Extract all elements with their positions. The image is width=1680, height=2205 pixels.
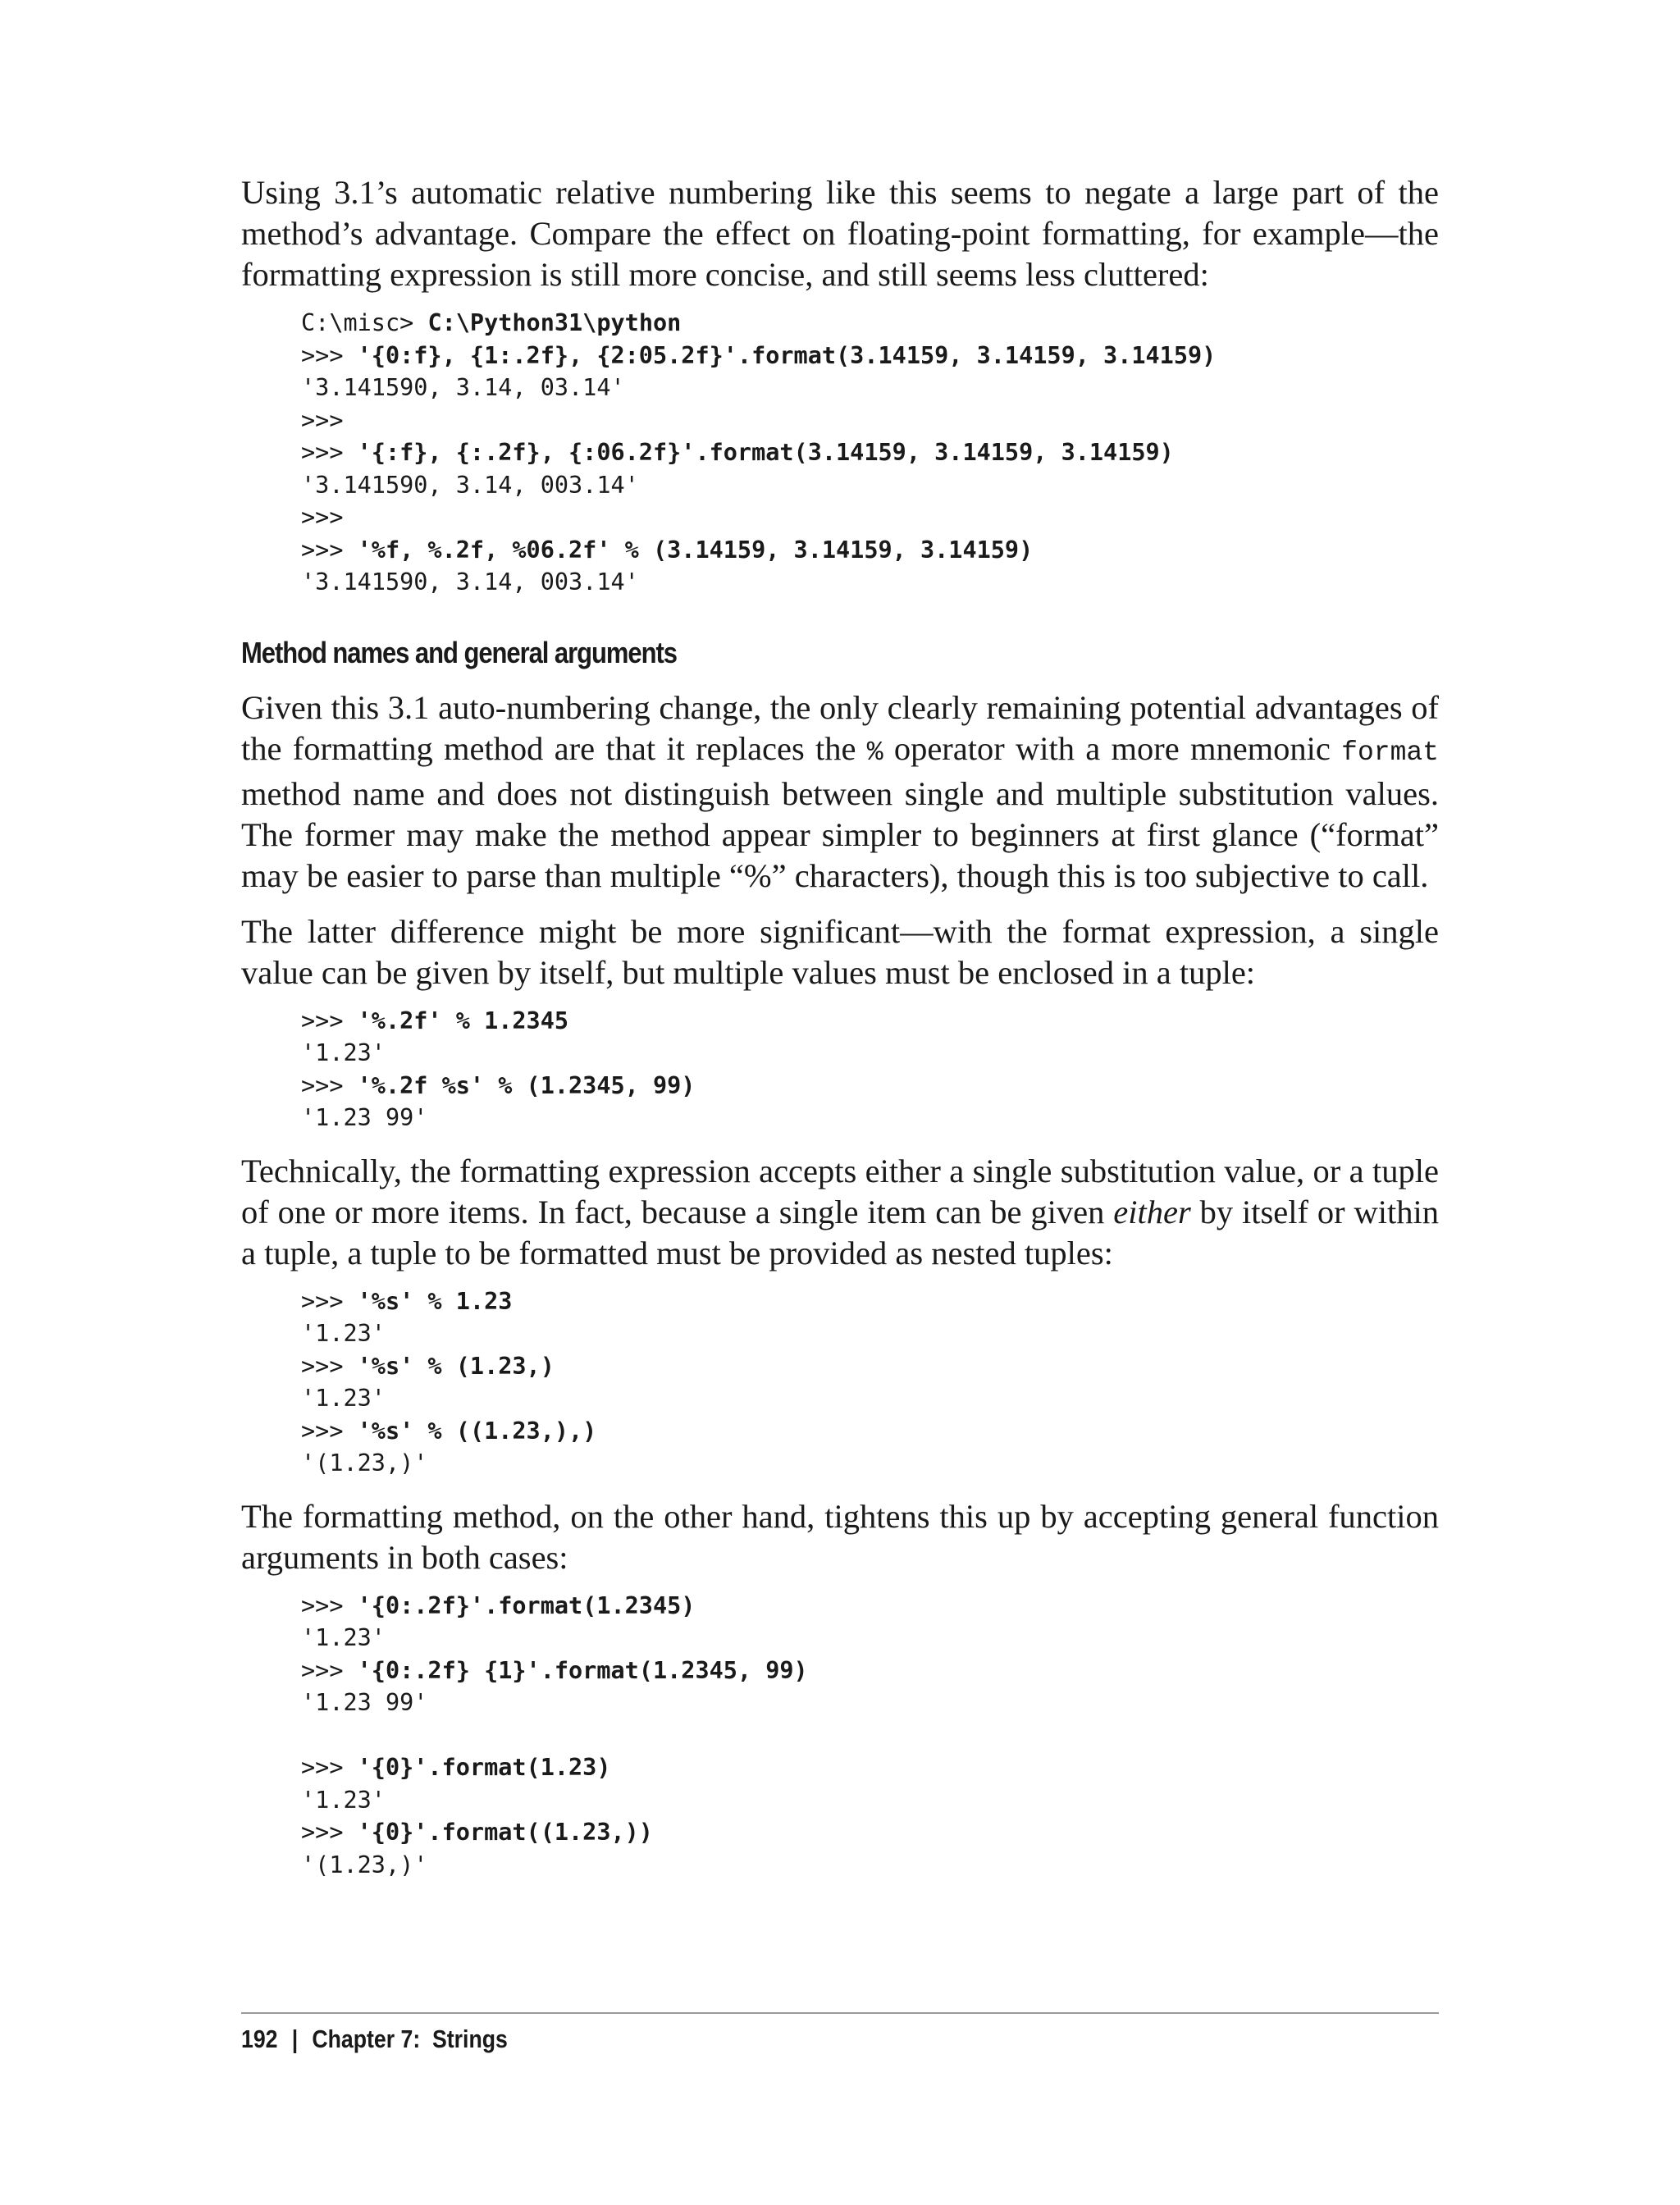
code-line <box>301 1816 1439 1849</box>
code-line <box>301 1687 1439 1719</box>
code-input: '%s' % 1.23 <box>357 1287 513 1315</box>
page-footer <box>241 2025 508 2054</box>
code-input: '{0}'.format(1.23) <box>357 1754 611 1781</box>
code-line <box>301 566 1439 599</box>
code-output: '(1.23,)' <box>301 1449 428 1477</box>
page-number: 192 <box>241 2025 278 2053</box>
code-line <box>301 1102 1439 1134</box>
code-line <box>301 1447 1439 1480</box>
code-line <box>301 1849 1439 1882</box>
chapter-title: Chapter 7: Strings <box>312 2025 508 2053</box>
code-line <box>301 1285 1439 1318</box>
code-line <box>301 534 1439 567</box>
code-prompt: >>> <box>301 504 344 531</box>
code-block-format-method-args <box>241 1590 1439 1882</box>
code-line <box>301 1350 1439 1383</box>
code-block-single-vs-tuple <box>241 1005 1439 1134</box>
code-prompt: >>> <box>301 1007 358 1034</box>
code-output: '(1.23,)' <box>301 1851 428 1879</box>
code-input: C:\Python31\python <box>427 309 682 336</box>
paragraph-formatting-method: The formatting method, on the other hand, tightens this up by accepting general function arguments in both cases: <box>241 1497 1439 1576</box>
code-output: '1.23' <box>301 1039 386 1066</box>
code-prompt: >>> <box>301 1071 358 1099</box>
code-prompt: >>> <box>301 536 358 564</box>
code-input: '{0:f}, {1:.2f}, {2:05.2f}'.format(3.14159, 3.14159, 3.14159) <box>357 341 1217 369</box>
code-line <box>301 1784 1439 1817</box>
code-input: '{0:.2f} {1}'.format(1.2345, 99) <box>357 1656 808 1684</box>
code-line <box>301 404 1439 437</box>
code-input: '%.2f %s' % (1.2345, 99) <box>357 1071 696 1099</box>
code-output: '1.23 99' <box>301 1689 428 1716</box>
code-output: '3.141590, 3.14, 03.14' <box>301 374 625 401</box>
paragraph-technically: Technically, the formatting expression accepts either a single substitution value, or a tuple of one or more items. In fact, because a single item can be given either by itself or within a tuple, a tuple to be formatted must be provided as nested tuples: <box>241 1152 1439 1271</box>
code-line <box>301 1590 1439 1623</box>
paragraph-method-names: Given this 3.1 auto-numbering change, the only clearly remaining potential advantages of the formatting method are that it replaces the % operator with a more mnemonic format method name and does not distinguish between single and multiple substitution values. The former may make the method appear simpler to beginners at first glance (“format” may be easier to parse than multiple “%” characters), though this is too subjective to call. <box>241 688 1439 894</box>
code-line <box>301 1070 1439 1102</box>
footer-divider <box>241 2012 1439 2014</box>
code-prompt: C:\misc> <box>301 309 428 336</box>
code-prompt: >>> <box>301 1819 358 1846</box>
code-line <box>301 1317 1439 1350</box>
code-line <box>301 307 1439 340</box>
code-line <box>301 1751 1439 1784</box>
code-input: '%s' % ((1.23,),) <box>357 1417 597 1445</box>
code-prompt: >>> <box>301 1287 358 1315</box>
code-line <box>301 501 1439 534</box>
code-input: '%s' % (1.23,) <box>357 1352 555 1380</box>
inline-code-percent: % <box>866 737 883 768</box>
code-prompt: >>> <box>301 439 358 466</box>
code-input: '%f, %.2f, %06.2f' % (3.14159, 3.14159, 3.14159) <box>357 536 1034 564</box>
code-line <box>301 469 1439 502</box>
code-output: '3.141590, 3.14, 003.14' <box>301 471 639 499</box>
code-prompt: >>> <box>301 341 358 369</box>
emphasis-either: either <box>1113 1193 1191 1230</box>
code-prompt: >>> <box>301 1417 358 1445</box>
code-prompt: >>> <box>301 1591 358 1619</box>
code-line <box>301 436 1439 469</box>
code-prompt: >>> <box>301 1352 358 1380</box>
code-block-nested-tuples <box>241 1285 1439 1480</box>
code-input: '%.2f' % 1.2345 <box>357 1007 569 1034</box>
code-line <box>301 1719 1439 1752</box>
code-output: '1.23' <box>301 1786 386 1814</box>
section-heading: Method names and general arguments <box>241 635 677 669</box>
code-block-float-formatting <box>241 307 1439 599</box>
code-output: '1.23' <box>301 1624 386 1651</box>
code-output: '1.23' <box>301 1385 386 1412</box>
code-line <box>301 1415 1439 1448</box>
code-input: '{0}'.format((1.23,)) <box>357 1819 653 1846</box>
code-line <box>301 1382 1439 1415</box>
code-line <box>301 340 1439 372</box>
code-line <box>301 1655 1439 1687</box>
code-output: '1.23' <box>301 1320 386 1347</box>
code-line <box>301 1037 1439 1070</box>
code-line <box>301 1005 1439 1038</box>
code-line <box>301 372 1439 404</box>
page-body <box>241 172 1439 1881</box>
footer-separator: | <box>291 2025 299 2053</box>
code-input: '{0:.2f}'.format(1.2345) <box>357 1591 696 1619</box>
code-prompt: >>> <box>301 1754 358 1781</box>
paragraph-latter-difference: The latter difference might be more significant—with the format expression, a single value can be given by itself, but multiple values must be enclosed in a tuple: <box>241 912 1439 991</box>
code-prompt: >>> <box>301 406 344 434</box>
code-line <box>301 1622 1439 1655</box>
inline-code-format: format <box>1341 737 1439 768</box>
code-input: '{:f}, {:.2f}, {:06.2f}'.format(3.14159, 3.14159, 3.14159) <box>357 439 1174 466</box>
paragraph-intro: Using 3.1’s automatic relative numbering like this seems to negate a large part of the method’s advantage. Compare the effect on floating-point formatting, for example—the formatting expression is still more concise, and still seems less cluttered: <box>241 174 1439 293</box>
code-output: '1.23 99' <box>301 1104 428 1131</box>
code-prompt: >>> <box>301 1656 358 1684</box>
code-output: '3.141590, 3.14, 003.14' <box>301 568 639 596</box>
